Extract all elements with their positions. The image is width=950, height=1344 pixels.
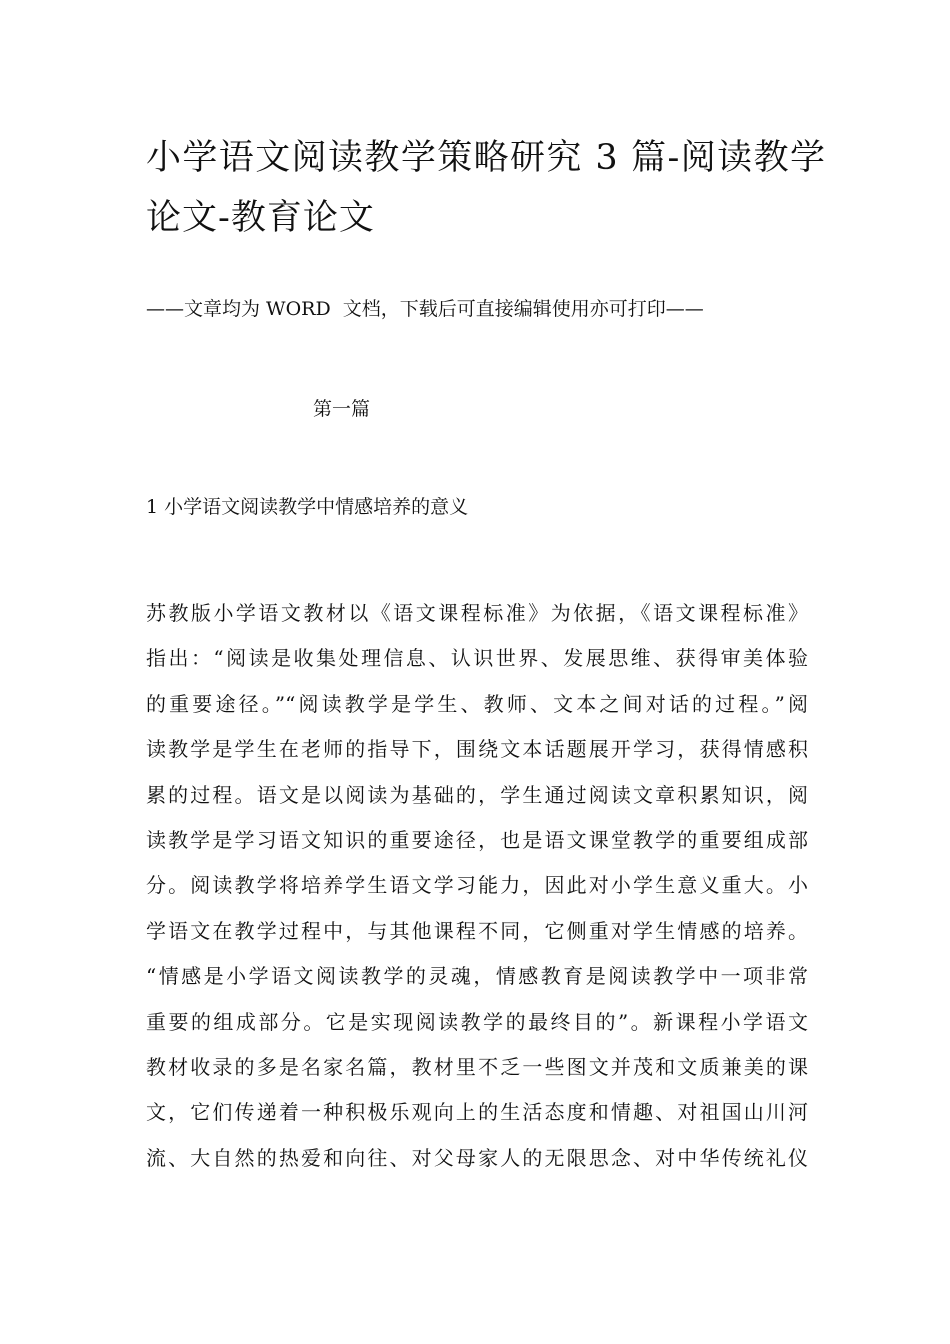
- chapter-heading: 第一篇: [313, 398, 371, 420]
- body-line: 读教学是学生在老师的指导下，围绕文本话题展开学习，获得情感积: [146, 737, 808, 762]
- section-heading: 1 小学语文阅读教学中情感培养的意义: [146, 496, 469, 518]
- body-line: 指出：“阅读是收集处理信息、认识世界、发展思维、获得审美体验: [146, 646, 808, 671]
- body-line: 教材收录的多是名家名篇，教材里不乏一些图文并茂和文质兼美的课: [146, 1055, 808, 1080]
- body-paragraph: [146, 591, 808, 1181]
- title-line-1: 小学语文阅读教学策略研究 3 篇-阅读教学: [146, 138, 826, 178]
- body-line: 流、大自然的热爱和向往、对父母家人的无限思念、对中华传统礼仪: [146, 1145, 808, 1170]
- body-line: 累的过程。语文是以阅读为基础的，学生通过阅读文章积累知识，阅: [146, 782, 808, 807]
- body-line: 读教学是学习语文知识的重要途径，也是语文课堂教学的重要组成部: [146, 828, 808, 853]
- body-line: 苏教版小学语文教材以《语文课程标准》为依据，《语文课程标准》: [146, 601, 808, 625]
- body-line: 的重要途径。”“阅读教学是学生、教师、文本之间对话的过程。”阅: [146, 691, 808, 716]
- title-line-2: 论文-教育论文: [146, 198, 375, 238]
- body-line: 重要的组成部分。它是实现阅读教学的最终目的”。新课程小学语文: [146, 1009, 808, 1034]
- body-line: 学语文在教学过程中，与其他课程不同，它侧重对学生情感的培养。: [146, 918, 808, 943]
- body-line: 文，它们传递着一种积极乐观向上的生活态度和情趣、对祖国山川河: [146, 1100, 808, 1125]
- document-title: [146, 128, 826, 248]
- body-line: 分。阅读教学将培养学生语文学习能力，因此对小学生意义重大。小: [146, 873, 808, 898]
- document-subtitle: ——文章均为 WORD 文档，下载后可直接编辑使用亦可打印——: [146, 298, 704, 320]
- body-line: “情感是小学语文阅读教学的灵魂，情感教育是阅读教学中一项非常: [146, 964, 808, 989]
